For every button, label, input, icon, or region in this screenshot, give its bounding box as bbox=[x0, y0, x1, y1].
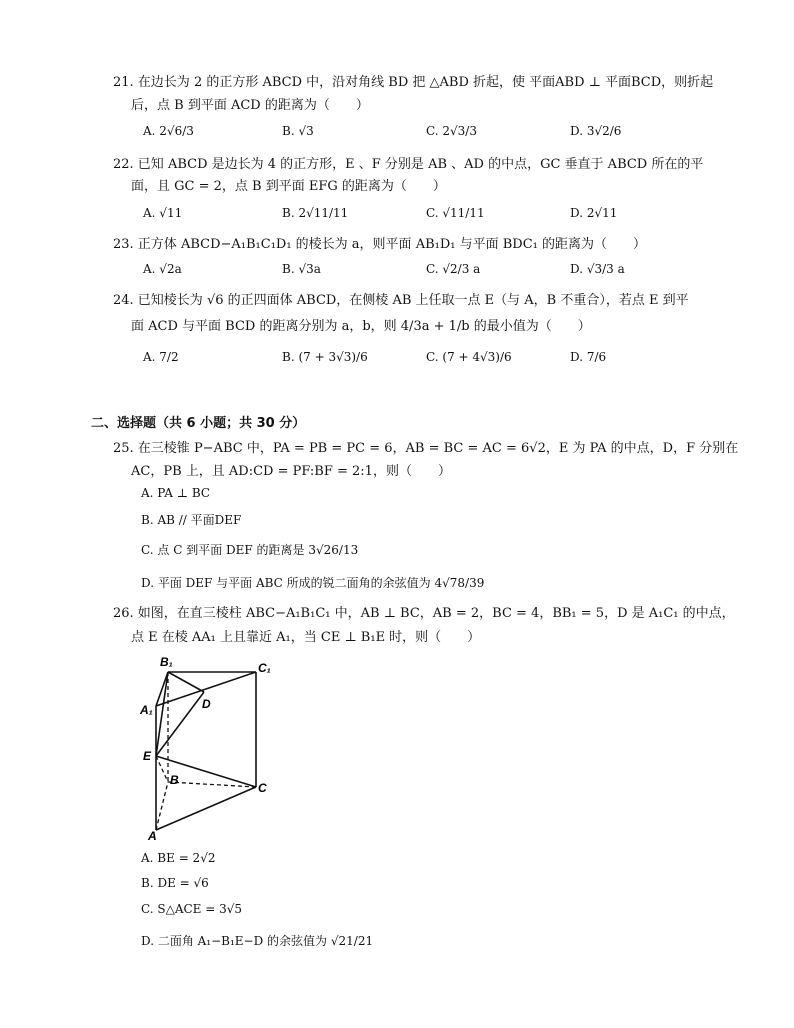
edge-b1-d bbox=[168, 672, 204, 692]
label-e: E bbox=[143, 749, 152, 763]
q26-option-d: D. 二面角 A₁−B₁E−D 的余弦值为 √21/21 bbox=[141, 934, 374, 948]
section-title: 二、选择题（共 6 小题；共 30 分） bbox=[91, 416, 306, 431]
q26-option-a: A. BE = 2√2 bbox=[141, 851, 216, 865]
label-d: D bbox=[202, 697, 211, 711]
q24-option-b: B. (7 + 3√3)/6 bbox=[282, 350, 368, 364]
label-b1: B₁ bbox=[160, 655, 173, 669]
q21-option-b: B. √3 bbox=[282, 124, 314, 138]
edge-a-c bbox=[156, 787, 256, 830]
q23-option-b: B. √3a bbox=[282, 262, 321, 276]
q21-option-d: D. 3√2/6 bbox=[570, 124, 622, 138]
label-c: C bbox=[258, 781, 267, 795]
q23-option-d: D. √3/3 a bbox=[570, 262, 625, 276]
q26-option-c: C. S△ACE = 3√5 bbox=[141, 902, 243, 916]
q23-option-a: A. √2a bbox=[143, 262, 182, 276]
q24-line2: 面 ACD 与平面 BCD 的距离分别为 a，b，则 4/3a + 1/b 的最小值为（ ） bbox=[131, 319, 591, 334]
q25-option-d: D. 平面 DEF 与平面 ABC 所成的锐二面角的余弦值为 4√78/39 bbox=[141, 576, 485, 590]
q26-option-b: B. DE = √6 bbox=[141, 876, 209, 890]
q21-line2: 后，点 B 到平面 ACD 的距离为（ ） bbox=[131, 98, 369, 113]
q21-option-a: A. 2√6/3 bbox=[143, 124, 194, 138]
q24-line1: 24. 已知棱长为 √6 的正四面体 ABCD，在侧棱 AB 上任取一点 E（与 A，B 不重合），若点 E 到平 bbox=[113, 293, 689, 308]
q22-line1: 22. 已知 ABCD 是边长为 4 的正方形，E 、F 分别是 AB 、AD 的中点，GC 垂直于 ABCD 所在的平 bbox=[113, 157, 704, 172]
q23-line1: 23. 正方体 ABCD−A₁B₁C₁D₁ 的棱长为 a，则平面 AB₁D₁ 与平面 BDC₁ 的距离为（ ） bbox=[113, 237, 647, 252]
q22-option-d: D. 2√11 bbox=[570, 206, 618, 220]
q24-option-d: D. 7/6 bbox=[570, 350, 607, 364]
q21-line1: 21. 在边长为 2 的正方形 ABCD 中，沿对角线 BD 把 △ABD 折起，使 平面ABD ⊥ 平面BCD，则折起 bbox=[113, 75, 714, 90]
q22-option-c: C. √11/11 bbox=[426, 206, 485, 220]
q25-option-b: B. AB // 平面DEF bbox=[141, 513, 242, 527]
q22-option-a: A. √11 bbox=[143, 206, 183, 220]
label-b: B bbox=[170, 773, 179, 787]
edge-a-b-hidden bbox=[156, 782, 168, 830]
q26-line2: 点 E 在棱 AA₁ 上且靠近 A₁，当 CE ⊥ B₁E 时，则（ ） bbox=[131, 630, 481, 645]
q22-line2: 面，且 GC = 2，点 B 到平面 EFG 的距离为（ ） bbox=[131, 179, 446, 194]
q25-line2: AC，PB 上，且 AD:CD = PF:BF = 2:1，则（ ） bbox=[131, 464, 451, 479]
q24-option-a: A. 7/2 bbox=[143, 350, 179, 364]
q25-option-a: A. PA ⊥ BC bbox=[141, 486, 211, 500]
q26-line1: 26. 如图，在直三棱柱 ABC−A₁B₁C₁ 中，AB ⊥ BC，AB = 2，BC = 4，BB₁ = 5，D 是 A₁C₁ 的中点， bbox=[113, 606, 735, 621]
prism-figure bbox=[136, 652, 286, 842]
q22-option-b: B. 2√11/11 bbox=[282, 206, 349, 220]
q24-option-c: C. (7 + 4√3)/6 bbox=[426, 350, 512, 364]
label-a: A bbox=[148, 829, 157, 842]
q21-option-c: C. 2√3/3 bbox=[426, 124, 477, 138]
q25-option-c: C. 点 C 到平面 DEF 的距离是 3√26/13 bbox=[141, 543, 359, 557]
q23-option-c: C. √2/3 a bbox=[426, 262, 481, 276]
label-c1: C₁ bbox=[258, 661, 271, 675]
q25-line1: 25. 在三棱锥 P−ABC 中，PA = PB = PC = 6，AB = BC = AC = 6√2，E 为 PA 的中点，D，F 分别在 bbox=[113, 441, 739, 456]
label-a1: A₁ bbox=[140, 703, 153, 717]
